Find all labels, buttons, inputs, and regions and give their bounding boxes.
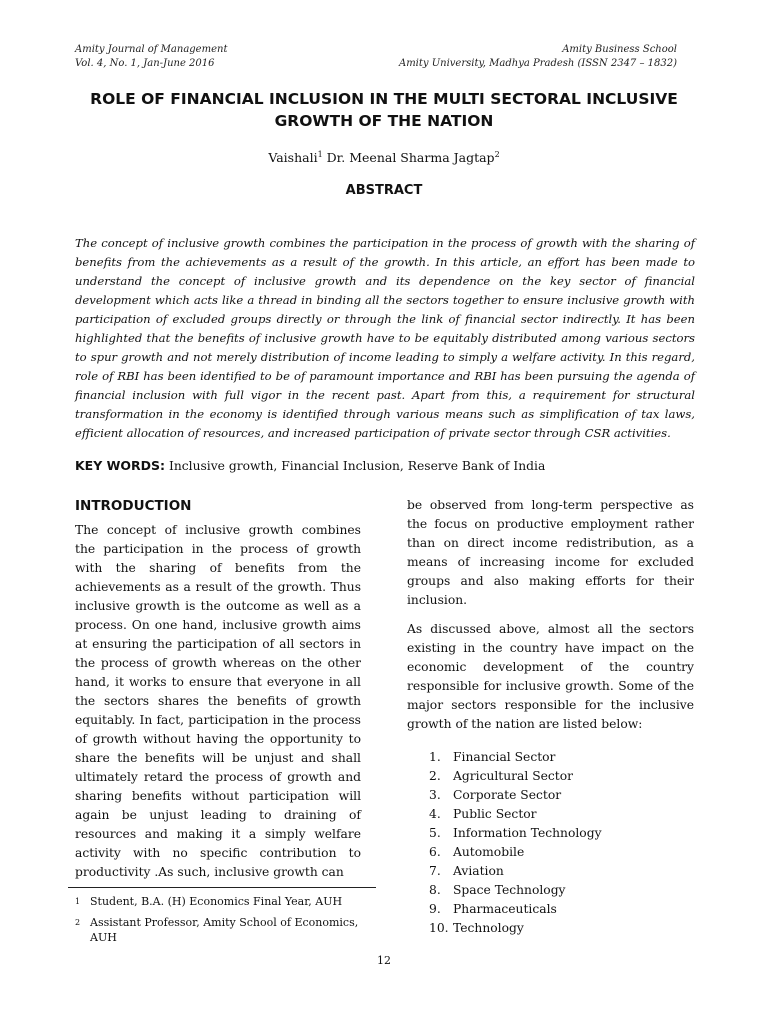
list-number: 5. [429,826,441,840]
list-label: Aviation [453,864,504,878]
footnote [75,894,375,909]
school-name: Amity Business School [562,44,677,55]
list-number: 9. [429,902,441,916]
list-item [429,900,694,919]
list-item [429,786,694,805]
footnotes [75,894,375,951]
list-item [429,767,694,786]
footnote-divider [68,887,376,888]
introduction-heading: INTRODUCTION [75,498,192,514]
abstract-text: The concept of inclusive growth combines the participation in the process of growth with the sharing of benefits from the achievements as a result of the growth. In this article, an effort has been made to understand the concept of inclusive growth and its dependence on the key sector of financial development which acts like a thread in binding all the sectors together to ensure inclusive growth with participation of excluded groups directly or through the link of financial sector indirectly. It has been highlighted that the benefits of inclusive growth have to be equitably distributed among various sectors to spur growth and not merely distribution of income leading to simply a welfare activity. In this regard, role of RBI has been identified to be of paramount importance and RBI has been pursuing the agenda of financial inclusion with full vigor in the recent past. Apart from this, a requirement for structural transformation in the economy is identified through various means such as simplification of tax laws, efficient allocation of resources, and increased participation of private sector through CSR activities. [75,236,695,440]
footnote-text: Student, B.A. (H) Economics Final Year, AUH [90,895,343,908]
footnote-text: Assistant Professor, Amity School of Economics, AUH [90,916,359,944]
keywords-label: KEY WORDS: [75,458,166,473]
introduction-paragraph: The concept of inclusive growth combines the participation in the process of growth with the sharing of benefits from the achievements as a result of the growth. Thus inclusive growth is the outcome as well as a process. On one hand, inclusive growth aims at ensuring the participation of all sectors in the process of growth whereas on the other hand, it works to ensure that everyone in all the sectors shares the benefits of growth equitably. In fact, participation in the process of growth without having the opportunity to share the benefits will be unjust and shall ultimately retard the process of growth and sharing benefits without participation will again be unjust leading to draining of resources and making it a simply welfare activity with no specific contribution to productivity .As such, inclusive growth can [75,523,361,879]
author-name: Vaishali [268,150,318,166]
sector-list [407,748,694,938]
list-item [429,805,694,824]
page-number: 12 [377,954,391,967]
footnote-mark: 2 [75,918,81,927]
list-item [429,824,694,843]
list-item [429,862,694,881]
university-issn: Amity University, Madhya Pradesh (ISSN 2347 – 1832) [398,58,677,69]
journal-header-left [75,43,227,71]
list-number: 3. [429,788,441,802]
list-label: Information Technology [453,826,602,840]
left-column [75,497,361,882]
list-item [429,843,694,862]
list-label: Public Sector [453,807,537,821]
list-number: 7. [429,864,441,878]
keywords-line [75,458,695,473]
footnote-mark: 1 [75,897,81,906]
list-item [429,919,694,938]
sectors-intro-paragraph: As discussed above, almost all the sectors existing in the country have impact on the economic development of the country responsible for inclusive growth. Some of the major sectors responsible for the inclusive growth of the nation are listed below: [407,622,694,731]
journal-volume: Vol. 4, No. 1, Jan-June 2016 [75,58,215,69]
list-label: Corporate Sector [453,788,562,802]
list-label: Automobile [453,845,525,859]
right-column [407,496,694,938]
author-footnote-mark: 1 [317,150,323,159]
paper-title: ROLE OF FINANCIAL INCLUSION IN THE MULTI SECTORAL INCLUSIVE GROWTH OF THE NATION [90,90,678,130]
journal-header-right [399,43,677,71]
list-label: Technology [453,921,524,935]
author-line [0,150,768,165]
list-number: 6. [429,845,441,859]
list-item [429,748,694,767]
list-label: Pharmaceuticals [453,902,557,916]
list-item [429,881,694,900]
keywords-text: Inclusive growth, Financial Inclusion, Reserve Bank of India [168,459,546,473]
journal-name: Amity Journal of Management [75,44,228,55]
list-number: 2. [429,769,441,783]
list-number: 8. [429,883,441,897]
list-label: Financial Sector [453,750,556,764]
list-number: 4. [429,807,441,821]
introduction-continuation: be observed from long-term perspective as the focus on productive employment rather than on direct income redistribution, as a means of increasing income for excluded groups and also making efforts for their inclusion. [407,498,694,607]
list-label: Agricultural Sector [453,769,574,783]
abstract-heading: ABSTRACT [345,183,423,198]
list-number: 10. [429,921,449,935]
footnote [75,915,375,945]
author-footnote-mark: 2 [494,150,500,159]
author-name: Dr. Meenal Sharma Jagtap [326,150,495,166]
list-label: Space Technology [453,883,566,897]
list-number: 1. [429,750,441,764]
